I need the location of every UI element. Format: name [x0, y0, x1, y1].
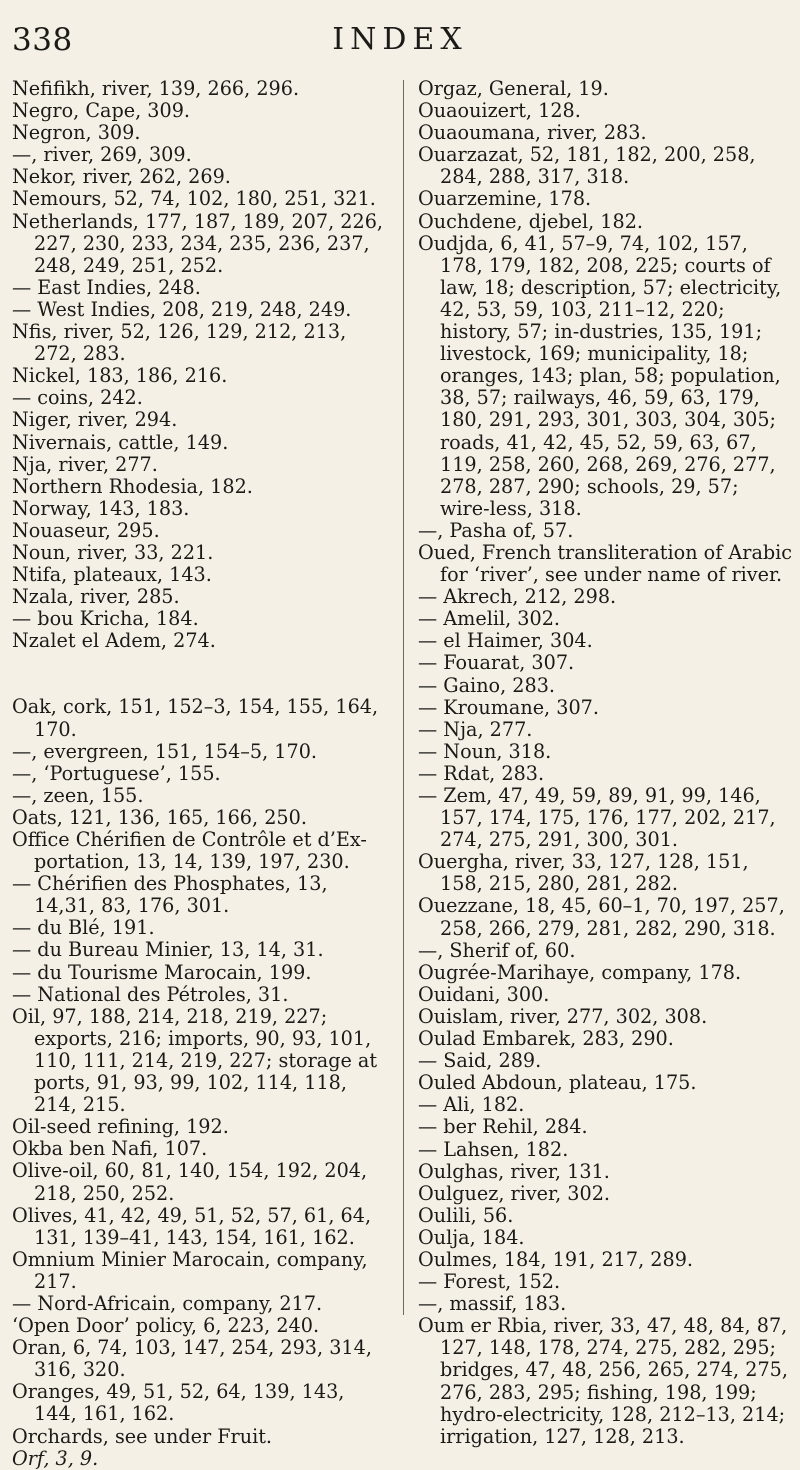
index-entry: Nzala, river, 285. — [12, 585, 180, 609]
index-entry: — du Tourisme Marocain, 199. — [12, 960, 312, 984]
index-entry: —, Pasha of, 57. — [418, 518, 574, 542]
index-entry: Nickel, 183, 186, 216. — [12, 364, 228, 388]
index-entry: Ouislam, river, 277, 302, 308. — [418, 1004, 708, 1028]
index-entry: Nivernais, cattle, 149. — [12, 430, 229, 454]
index-entry: Oulja, 184. — [418, 1225, 525, 1249]
index-entry: Ouarzemine, 178. — [418, 187, 592, 211]
index-entry: Okba ben Nafi, 107. — [12, 1137, 208, 1161]
column-divider — [403, 80, 404, 1315]
index-entry: Nouaseur, 295. — [12, 518, 160, 542]
index-entry: — du Bureau Minier, 13, 14, 31. — [12, 938, 324, 962]
index-entry: —, evergreen, 151, 154–5, 170. — [12, 739, 317, 763]
index-entry: — Zem, 47, 49, 59, 89, 91, 99, 146, 157, 174, 175, 176, 177, 202, 217, 274, 275, 291, 300, 301. — [418, 784, 776, 852]
index-entry: —, ‘Portuguese’, 155. — [12, 761, 221, 785]
index-entry: —, river, 269, 309. — [12, 143, 192, 167]
index-entry: — Forest, 152. — [418, 1270, 561, 1294]
index-entry: Nfis, river, 52, 126, 129, 212, 213, 272, 283. — [12, 320, 347, 366]
index-entry: Nekor, river, 262, 269. — [12, 165, 231, 189]
index-entry: Ouergha, river, 33, 127, 128, 151, 158, 215, 280, 281, 282. — [418, 850, 749, 896]
index-entry: Oudjda, 6, 41, 57–9, 74, 102, 157, 178, 179, 182, 208, 225; courts of law, 18; description, 57; electricity, 42, 53, 59, 103, 211–12, 220; history, 57; in-dustries, 135, 191; livestock, 169; municipality, 18; oranges, 143; plan, 58; population, 38, 57; railways, 46, 59, 63, 179, 180, 291, 293, 301, 303, 304, 305; roads, 41, 42, 45, 52, 59, 63, 67, 119, 258, 260, 268, 269, 276, 277, 278, 287, 290; schools, 29, 57; wire-less, 318. — [418, 231, 782, 520]
index-entry: — Amelil, 302. — [418, 607, 561, 631]
index-entry: Ouidani, 300. — [418, 982, 550, 1006]
index-entry: — Akrech, 212, 298. — [418, 585, 617, 609]
index-entry: Oulmes, 184, 191, 217, 289. — [418, 1247, 694, 1271]
index-entry: Ouarzazat, 52, 181, 182, 200, 258, 284, 288, 317, 318. — [418, 143, 756, 189]
index-entry: —, massif, 183. — [418, 1292, 567, 1316]
index-entry: Ouezzane, 18, 45, 60–1, 70, 197, 257, 258, 266, 279, 281, 282, 290, 318. — [418, 894, 785, 940]
index-entry: Negro, Cape, 309. — [12, 99, 191, 123]
index-entry: — Kroumane, 307. — [418, 695, 599, 719]
index-entry: Ouchdene, djebel, 182. — [418, 209, 644, 233]
index-entry: Netherlands, 177, 187, 189, 207, 226, 227, 230, 233, 234, 235, 236, 237, 248, 249, 251, 252. — [12, 209, 384, 277]
index-entry: —, zeen, 155. — [12, 783, 144, 807]
index-entry: — bou Kricha, 184. — [12, 607, 199, 631]
index-entry: Ougrée-Marihaye, company, 178. — [418, 960, 742, 984]
index-entry: — Fouarat, 307. — [418, 651, 575, 675]
index-entry: — coins, 242. — [12, 386, 143, 410]
index-entry: — el Haimer, 304. — [418, 629, 593, 653]
index-entry: Oulili, 56. — [418, 1203, 514, 1227]
index-entry: Oued, French transliteration of Arabic for ‘river’, see under name of river. — [418, 540, 793, 587]
index-entry: Ouaoumana, river, 283. — [418, 121, 647, 145]
index-entry: — Ali, 182. — [418, 1093, 525, 1117]
index-entry: — Lahsen, 182. — [418, 1137, 569, 1161]
index-column-right — [418, 78, 794, 1448]
index-entry: Ouaouizert, 128. — [418, 99, 581, 123]
index-entry: Oil, 97, 188, 214, 218, 219, 227; exports, 216; imports, 90, 93, 101, 110, 111, 214, 219, 227; storage at ports, 91, 93, 99, 102, 114, 118, 214, 215. — [12, 1004, 378, 1117]
letter-group-gap — [12, 652, 384, 696]
index-entry: — Chérifien des Phosphates, 13, 14,31, 83, 176, 301. — [12, 872, 328, 918]
index-entry: Negron, 309. — [12, 121, 141, 145]
index-entry: — Said, 289. — [418, 1049, 542, 1073]
index-entry: Nefifikh, river, 139, 266, 296. — [12, 77, 300, 100]
index-entry: Oats, 121, 136, 165, 166, 250. — [12, 805, 307, 829]
index-entry: — ber Rehil, 284. — [418, 1115, 588, 1139]
index-entry: Noun, river, 33, 221. — [12, 540, 214, 564]
index-entry: Niger, river, 294. — [12, 408, 178, 432]
index-entry: Ouled Abdoun, plateau, 175. — [418, 1071, 697, 1095]
index-entry: —, Sherif of, 60. — [418, 938, 576, 962]
index-entry: Nzalet el Adem, 274. — [12, 629, 216, 653]
index-entry: Ntifa, plateaux, 143. — [12, 563, 212, 587]
index-entry: Northern Rhodesia, 182. — [12, 474, 253, 498]
index-entry: Office Chérifien de Contrôle et d’Ex-portation, 13, 14, 139, 197, 230. — [12, 828, 367, 874]
index-entry: — Nja, 277. — [418, 717, 533, 741]
index-entry: Norway, 143, 183. — [12, 496, 190, 520]
index-entry: Oak, cork, 151, 152–3, 154, 155, 164, 170. — [12, 695, 379, 741]
index-entry: — Gaino, 283. — [418, 673, 556, 697]
index-entry: — Nord-Africain, company, 217. — [12, 1291, 323, 1315]
index-entry: — du Blé, 191. — [12, 916, 155, 940]
index-entry: Omnium Minier Marocain, company, 217. — [12, 1247, 368, 1293]
index-entry: Oulguez, river, 302. — [418, 1181, 611, 1205]
page-number: 338 — [12, 22, 73, 58]
index-entry: ‘Open Door’ policy, 6, 223, 240. — [12, 1314, 320, 1338]
index-entry: — National des Pétroles, 31. — [12, 982, 289, 1006]
index-entry: Orf, 3, 9. — [12, 1446, 99, 1470]
index-entry: Oil-seed refining, 192. — [12, 1115, 229, 1139]
index-entry: Oulad Embarek, 283, 290. — [418, 1027, 674, 1051]
index-entry: Olive-oil, 60, 81, 140, 154, 192, 204, 218, 250, 252. — [12, 1159, 368, 1205]
page-title: INDEX — [332, 22, 468, 57]
index-entry: Oum er Rbia, river, 33, 47, 48, 84, 87, 127, 148, 178, 274, 275, 282, 295; bridges, 47, 48, 256, 265, 274, 275, 276, 283, 295; fishing, 198, 199; hydro-electricity, 128, 212–13, 214; irrigation, 127, 128, 213. — [418, 1314, 788, 1448]
index-entry: Nja, river, 277. — [12, 452, 158, 476]
index-entry: Oranges, 49, 51, 52, 64, 139, 143, 144, 161, 162. — [12, 1380, 345, 1426]
index-entry: Oulghas, river, 131. — [418, 1159, 610, 1183]
index-entry: Orgaz, General, 19. — [418, 77, 609, 100]
index-entry: Nemours, 52, 74, 102, 180, 251, 321. — [12, 187, 376, 211]
index-entry: — Noun, 318. — [418, 739, 552, 763]
index-entry: — Rdat, 283. — [418, 761, 545, 785]
index-entry: Oran, 6, 74, 103, 147, 254, 293, 314, 316, 320. — [12, 1336, 372, 1382]
index-entry: — West Indies, 208, 219, 248, 249. — [12, 297, 352, 321]
index-column-left — [12, 78, 384, 1470]
page-header — [0, 22, 800, 62]
index-entry: Orchards, see under Fruit. — [12, 1424, 273, 1448]
index-entry: Olives, 41, 42, 49, 51, 52, 57, 61, 64, 131, 139–41, 143, 154, 161, 162. — [12, 1203, 372, 1249]
index-entry: — East Indies, 248. — [12, 275, 201, 299]
